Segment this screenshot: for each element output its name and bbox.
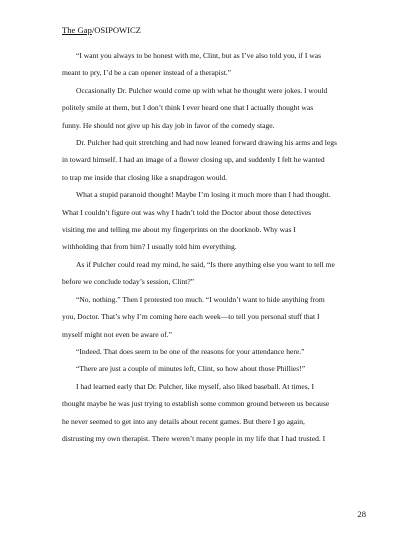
paragraph-line: meant to pry, I’d be a can opener instead of a therapist.” [62,68,232,78]
paragraph-line: before we conclude today’s session, Clint?” [62,277,195,287]
paragraph-line: politely smile at them, but I don’t think I ever heard one that I actually thought was [62,103,314,113]
paragraph-line: “No, nothing.” Then I protested too much. “I wouldn’t want to hide anything from [76,294,325,304]
paragraph-line: to trap me inside that closing like a snapdragon would. [62,172,228,182]
paragraph-line: visiting me and telling me about my fingerprints on the doorknob. Why was I [62,225,296,235]
paragraph-line: you, Doctor. That’s why I’m coming here each week—to tell you personal stuff that I [62,312,320,322]
paragraph-line: withholding that from him? I usually told him everything. [62,242,237,252]
body-text [62,47,362,447]
paragraph-line: What I couldn’t figure out was why I hadn’t told the Doctor about those detectives [62,207,312,217]
paragraph-line: in toward himself. I had an image of a flower closing up, and suddenly I felt he wanted [62,155,325,165]
paragraph-line: distrusting my own therapist. There weren’t many people in my life that I had trusted. I [62,433,326,443]
paragraph-line: I had learned early that Dr. Pulcher, like myself, also liked baseball. At times, I [76,381,314,391]
paragraph-line: funny. He should not give up his day job in favor of the comedy stage. [62,120,275,130]
paragraph-line: Occasionally Dr. Pulcher would come up with what he thought were jokes. I would [76,85,328,95]
paragraph-line: he never seemed to get into any details about recent games. But there I go again, [62,416,305,426]
author-name: OSIPOWICZ [94,25,142,35]
paragraph-line: myself might not even be aware of.” [62,329,173,339]
paragraph-line: Dr. Pulcher had quit stretching and had now leaned forward drawing his arms and legs [76,138,337,148]
paragraph-line: “Indeed. That does seem to be one of the reasons for your attendance here.” [76,346,305,356]
paragraph-line: What a stupid paranoid thought! Maybe I’m losing it much more than I had thought. [76,190,331,200]
book-title: The Gap [62,25,92,35]
paragraph-line: As if Pulcher could read my mind, he said, “Is there anything else you want to tell me [76,259,335,269]
paragraph-line: “There are just a couple of minutes left, Clint, so how about those Phillies!” [76,364,306,374]
running-header: The Gap/OSIPOWICZ [62,25,142,35]
page-number: 28 [357,509,366,519]
paragraph-line: thought maybe he was just trying to establish some common ground between us because [62,399,330,409]
paragraph-line: “I want you always to be honest with me, Clint, but as I’ve also told you, if I was [76,51,322,60]
